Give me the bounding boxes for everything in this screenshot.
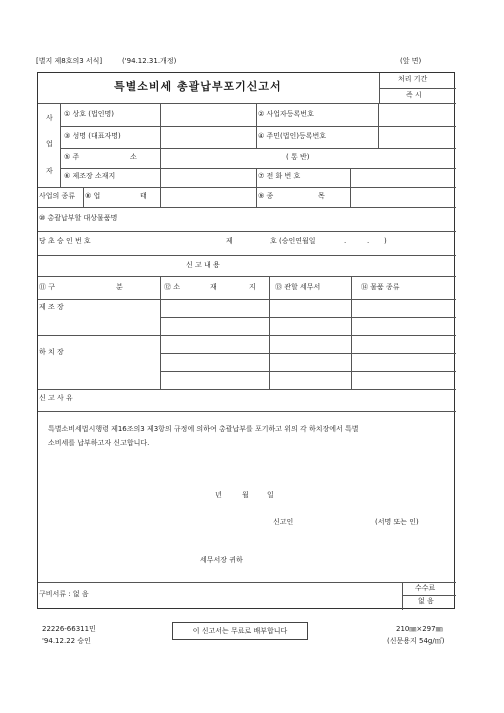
rep-name-label: ③ 성명 (대표자명) xyxy=(64,132,121,140)
form-code: [별지 제8호의3 서식] xyxy=(36,57,103,65)
date-year: 년 xyxy=(215,491,222,499)
factory-location-label: ⑥ 제조장 소재지 xyxy=(64,172,116,180)
row-warehouse: 하 치 장 xyxy=(39,348,64,356)
approval-no-prefix: 제 xyxy=(226,237,233,245)
statement-line-2: 소비세를 납부하고자 신고합니다. xyxy=(48,439,150,447)
statement-line-1: 특별소비세법시행령 제16조의3 제3항의 규정에 의하여 총괄납부를 포기하고 위의 각 하치장에서 특별 xyxy=(48,425,359,433)
date-month: 월 xyxy=(242,491,249,499)
row-factory: 제 조 장 xyxy=(39,303,64,311)
revision-note: ('94.12.31.개정) xyxy=(122,57,177,65)
col-goods-type: ⑭ 물품 종류 xyxy=(361,283,400,291)
footer-code: 22226-66311민 xyxy=(42,625,96,633)
declarant-label: 신고인 xyxy=(273,518,294,526)
declarant-sign: (서명 또는 인) xyxy=(375,518,419,526)
fee-value: 없 음 xyxy=(418,597,434,605)
business-side-label-3: 자 xyxy=(46,167,53,175)
footer-paper-type: (신문용지 54g/㎡) xyxy=(387,637,445,645)
form-title: 특별소비세 총괄납부포기신고서 xyxy=(114,80,282,93)
approval-date-label: (승인연월일 xyxy=(279,237,316,245)
approval-date-close: ) xyxy=(384,237,387,245)
fee-label: 수수료 xyxy=(415,584,436,592)
col-location-2: 재 xyxy=(210,283,217,291)
free-distribution-notice: 이 신고서는 무료로 배부합니다 xyxy=(172,622,308,640)
footer-approved: '94.12.22 승인 xyxy=(42,637,91,645)
biz-reg-no-label: ② 사업자등록번호 xyxy=(258,110,314,118)
col-tax-office: ⑬ 관할 세무서 xyxy=(275,283,321,291)
business-item-label-2: 목 xyxy=(318,192,325,200)
addressee: 세무서장 귀하 xyxy=(200,556,243,564)
col-location: ⑫ 소 xyxy=(164,283,180,291)
col-division-2: 분 xyxy=(116,283,123,291)
business-side-label-2: 업 xyxy=(46,140,53,148)
report-content-heading: 신 고 내 용 xyxy=(186,261,220,269)
approval-date-sep-2: . xyxy=(367,237,370,245)
business-side-label-1: 사 xyxy=(46,114,53,122)
approval-ho: 호 xyxy=(270,237,277,245)
date-day: 일 xyxy=(267,491,274,499)
processing-period-label: 처리 기간 xyxy=(398,75,428,83)
business-item-label: ⑨ 종 xyxy=(258,192,274,200)
approval-date-sep-1: . xyxy=(344,237,347,245)
footer-paper-size: 210㎜×297㎜ xyxy=(396,625,443,633)
col-division: ⑪ 구 xyxy=(39,283,55,291)
target-goods-label: ⑩ 총괄납부할 대상물품명 xyxy=(39,214,118,222)
tong-ban-label: ( 통 반) xyxy=(286,153,310,161)
processing-period-value: 즉 시 xyxy=(406,91,422,99)
trade-name-label: ① 상호 (법인명) xyxy=(64,110,114,118)
business-category-label: ⑧ 업 xyxy=(85,192,101,200)
form-table xyxy=(37,72,455,609)
business-type-label: 사업의 종류 xyxy=(39,192,76,200)
business-category-label-2: 태 xyxy=(140,192,147,200)
page-side: (앞 면) xyxy=(400,57,422,65)
address-label-2: 소 xyxy=(130,153,137,161)
reason-label: 신 고 사 유 xyxy=(39,394,73,402)
resident-no-label: ④ 주민(법인)등록번호 xyxy=(258,132,327,140)
address-label: ⑤ 주 xyxy=(64,153,80,161)
approval-number-label: 당 초 승 인 번 호 xyxy=(39,237,91,245)
attachments: 구비서류 : 없 음 xyxy=(39,590,89,598)
col-location-3: 지 xyxy=(249,283,256,291)
phone-label: ⑦ 전 화 번 호 xyxy=(258,172,301,180)
